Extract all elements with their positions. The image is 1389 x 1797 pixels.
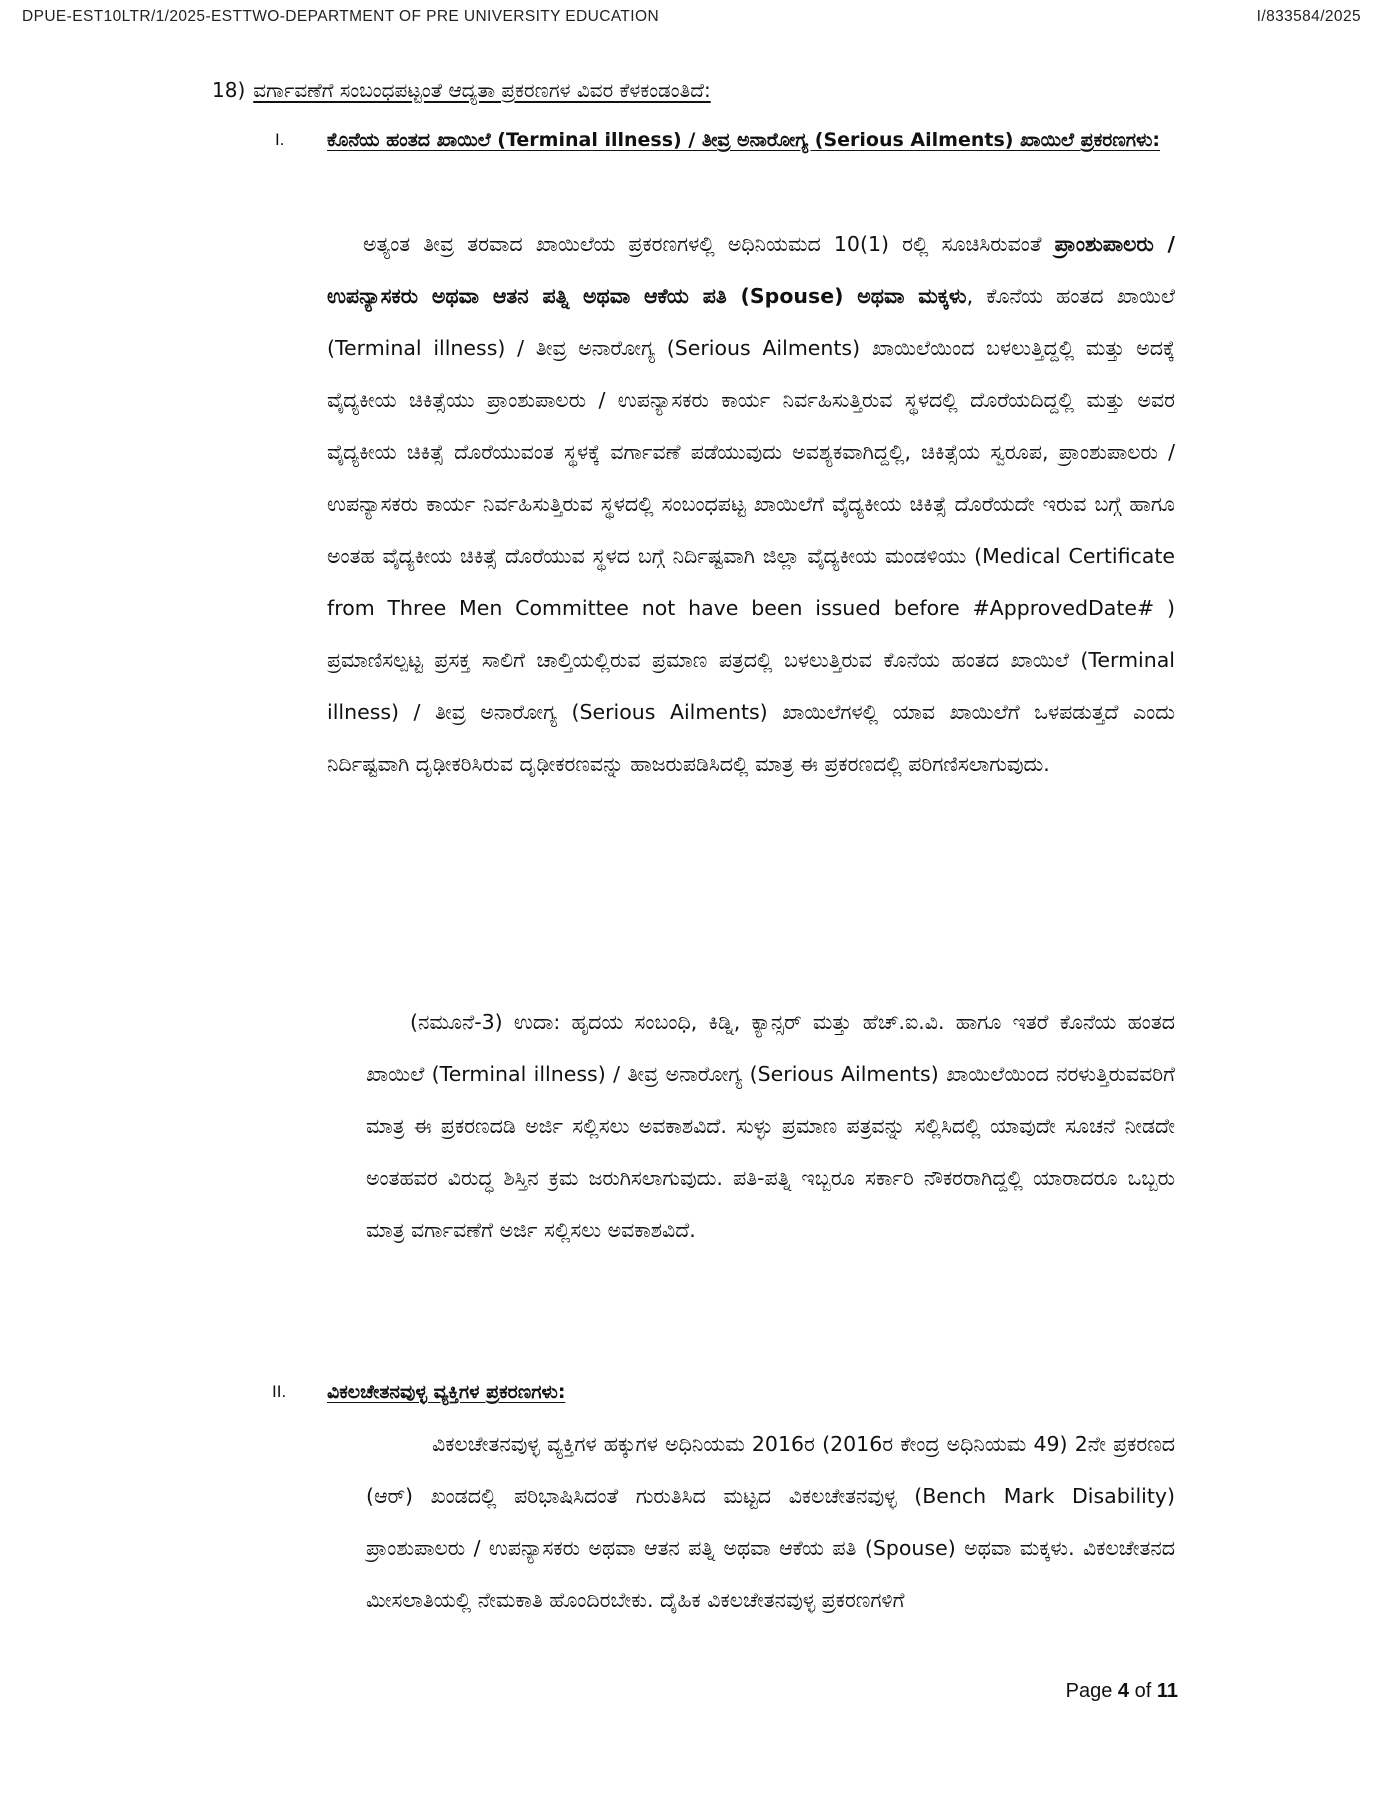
page-total: 11 [1156,1680,1178,1702]
page-of: of [1129,1680,1157,1702]
page-current: 4 [1117,1680,1130,1702]
item-number: 18) [212,78,246,102]
document-header-id: DPUE-EST10LTR/1/2025-ESTTWO-DEPARTMENT OF PRE UNIVERSITY EDUCATION [22,8,660,25]
section-1-paragraph-1-part-a: ಅತ್ಯಂತ ತೀವ್ರ ತರವಾದ ಖಾಯಿಲೆಯ ಪ್ರಕರಣಗಳಲ್ಲಿ ಅಧಿನಿಯಮದ 10(1) ರಲ್ಲಿ ಸೂಚಿಸಿರುವಂತೆ [363,232,1055,256]
section-1-numeral: I. [275,130,285,149]
section-1-paragraph-1-bold: ಪ್ರಾಂಶುಪಾಲರು / ಉಪನ್ಯಾಸಕರು ಅಥವಾ ಆತನ ಪತ್ನಿ ಅಥವಾ ಆಕೆಯ ಪತಿ (Spouse) ಅಥವಾ ಮಕ್ಕಳು [327,232,1175,308]
section-1-paragraph-1 [327,218,1175,790]
section-2-numeral: II. [272,1382,287,1401]
section-1-title: ಕೊನೆಯ ಹಂತದ ಖಾಯಿಲೆ (Terminal illness) / ತೀವ್ರ ಅನಾರೋಗ್ಯ (Serious Ailments) ಖಾಯಿಲೆ ಪ್ರಕರಣಗಳು: [327,129,1161,151]
section-2-paragraph-1: ವಿಕಲಚೇತನವುಳ್ಳ ವ್ಯಕ್ತಿಗಳ ಹಕ್ಕುಗಳ ಅಧಿನಿಯಮ 2016ರ (2016ರ ಕೇಂದ್ರ ಅಧಿನಿಯಮ 49) 2ನೇ ಪ್ರಕರಣದ (ಆರ್) ಖಂಡದಲ್ಲಿ ಪರಿಭಾಷಿಸಿದಂತೆ ಗುರುತಿಸಿದ ಮಟ್ಟದ ವಿಕಲಚೇತನವುಳ್ಳ (Bench Mark Disability) ಪ್ರಾಂಶುಪಾಲರು / ಉಪನ್ಯಾಸಕರು ಅಥವಾ ಆತನ ಪತ್ನಿ ಅಥವಾ ಆಕೆಯ ಪತಿ (Spouse) ಅಥವಾ ಮಕ್ಕಳು. ವಿಕಲಚೇತನದ ಮೀಸಲಾತಿಯಲ್ಲಿ ನೇಮಕಾತಿ ಹೊಂದಿರಬೇಕು. ದೈಹಿಕ ವಿಕಲಚೇತನವುಳ್ಳ ಪ್ರಕರಣಗಳಿಗೆ [366,1432,1175,1612]
item-title: ವರ್ಗಾವಣೆಗೆ ಸಂಬಂಧಪಟ್ಟಂತೆ ಆದ್ಯತಾ ಪ್ರಕರಣಗಳ ವಿವರ ಕೆಳಕಂಡಂತಿದೆ: [253,78,711,102]
document-inward-number: I/833584/2025 [1256,8,1361,25]
section-1-paragraph-1-part-b: , ಕೊನೆಯ ಹಂತದ ಖಾಯಿಲೆ (Terminal illness) / ತೀವ್ರ ಅನಾರೋಗ್ಯ (Serious Ailments) ಖಾಯಿಲೆಯಿಂದ ಬಳಲುತ್ತಿದ್ದಲ್ಲಿ ಮತ್ತು ಅದಕ್ಕೆ ವೈದ್ಯಕೀಯ ಚಿಕಿತ್ಸೆಯು ಪ್ರಾಂಶುಪಾಲರು / ಉಪನ್ಯಾಸಕರು ಕಾರ್ಯ ನಿರ್ವಹಿಸುತ್ತಿರುವ ಸ್ಥಳದಲ್ಲಿ ದೊರೆಯದಿದ್ದಲ್ಲಿ ಮತ್ತು ಅವರ ವೈದ್ಯಕೀಯ ಚಿಕಿತ್ಸೆ ದೊರೆಯುವಂತ ಸ್ಥಳಕ್ಕೆ ವರ್ಗಾವಣೆ ಪಡೆಯುವುದು ಅವಶ್ಯಕವಾಗಿದ್ದಲ್ಲಿ, ಚಿಕಿತ್ಸೆಯ ಸ್ವರೂಪ, ಪ್ರಾಂಶುಪಾಲರು / ಉಪನ್ಯಾಸಕರು ಕಾರ್ಯ ನಿರ್ವಹಿಸುತ್ತಿರುವ ಸ್ಥಳದಲ್ಲಿ ಸಂಬಂಧಪಟ್ಟ ಖಾಯಿಲೆಗೆ ವೈದ್ಯಕೀಯ ಚಿಕಿತ್ಸೆ ದೊರೆಯದೇ ಇರುವ ಬಗ್ಗೆ ಹಾಗೂ ಅಂತಹ ವೈದ್ಯಕೀಯ ಚಿಕಿತ್ಸೆ ದೊರೆಯುವ ಸ್ಥಳದ ಬಗ್ಗೆ ನಿರ್ದಿಷ್ಟವಾಗಿ ಜಿಲ್ಲಾ ವೈದ್ಯಕೀಯ ಮಂಡಳಿಯು (Medical Certificate from Three Men Committee not have been issued before #ApprovedDate# ) ಪ್ರಮಾಣಿಸಲ್ಪಟ್ಟ ಪ್ರಸಕ್ತ ಸಾಲಿಗೆ ಚಾಲ್ತಿಯಲ್ಲಿರುವ ಪ್ರಮಾಣ ಪತ್ರದಲ್ಲಿ ಬಳಲುತ್ತಿರುವ ಕೊನೆಯ ಹಂತದ ಖಾಯಿಲೆ (Terminal illness) / ತೀವ್ರ ಅನಾರೋಗ್ಯ (Serious Ailments) ಖಾಯಿಲೆಗಳಲ್ಲಿ ಯಾವ ಖಾಯಿಲೆಗೆ ಒಳಪಡುತ್ತದೆ ಎಂದು ನಿರ್ದಿಷ್ಟವಾಗಿ ದೃಢೀಕರಿಸಿರುವ ದೃಢೀಕರಣವನ್ನು ಹಾಜರುಪಡಿಸಿದಲ್ಲಿ ಮಾತ್ರ ಈ ಪ್ರಕರಣದಲ್ಲಿ ಪರಿಗಣಿಸಲಾಗುವುದು. [327,284,1175,776]
item-18-heading [212,76,992,104]
section-2-title: ವಿಕಲಚೇತನವುಳ್ಳ ವ್ಯಕ್ತಿಗಳ ಪ್ರಕರಣಗಳು: [327,1381,566,1403]
page-prefix: Page [1065,1680,1118,1702]
section-1-paragraph-2: (ನಮೂನೆ-3) ಉದಾ: ಹೃದಯ ಸಂಬಂಧಿ, ಕಿಡ್ನಿ, ಕ್ಯಾನ್ಸರ್ ಮತ್ತು ಹೆಚ್.ಐ.ವಿ. ಹಾಗೂ ಇತರೆ ಕೊನೆಯ ಹಂತದ ಖಾಯಿಲೆ (Terminal illness) / ತೀವ್ರ ಅನಾರೋಗ್ಯ (Serious Ailments) ಖಾಯಿಲೆಯಿಂದ ನರಳುತ್ತಿರುವವರಿಗೆ ಮಾತ್ರ ಈ ಪ್ರಕರಣದಡಿ ಅರ್ಜಿ ಸಲ್ಲಿಸಲು ಅವಕಾಶವಿದೆ. ಸುಳ್ಳು ಪ್ರಮಾಣ ಪತ್ರವನ್ನು ಸಲ್ಲಿಸಿದಲ್ಲಿ ಯಾವುದೇ ಸೂಚನೆ ನೀಡದೇ ಅಂತಹವರ ವಿರುದ್ಧ ಶಿಸ್ತಿನ ಕ್ರಮ ಜರುಗಿಸಲಾಗುವುದು. ಪತಿ-ಪತ್ನಿ ಇಬ್ಬರೂ ಸರ್ಕಾರಿ ನೌಕರರಾಗಿದ್ದಲ್ಲಿ ಯಾರಾದರೂ ಒಬ್ಬರು ಮಾತ್ರ ವರ್ಗಾವಣೆಗೆ ಅರ್ಜಿ ಸಲ್ಲಿಸಲು ಅವಕಾಶವಿದೆ. [366,1010,1175,1242]
page-number [1066,1680,1178,1703]
